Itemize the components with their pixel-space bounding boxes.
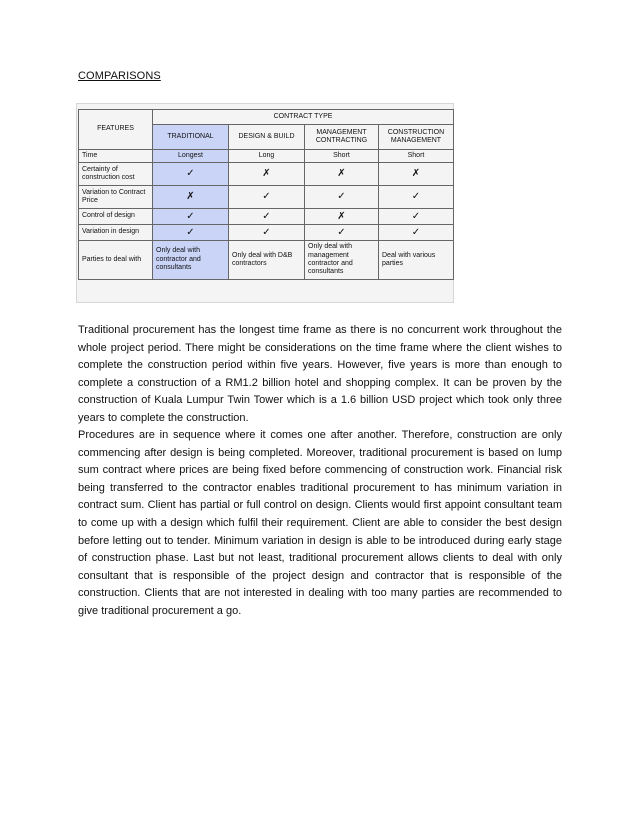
comparison-table-figure [76,103,454,303]
feature-label: Control of design [79,209,153,225]
features-header: FEATURES [79,110,153,150]
table-row [79,225,454,241]
table-cell: Longest [153,150,229,163]
column-header-design-build: DESIGN & BUILD [229,125,305,150]
check-icon: ✓ [153,209,229,225]
body-paragraph: Procedures are in sequence where it comes one after another. Therefore, construction are only commencing after design is being completed. Moreover, traditional procurement is based on lump sum contract where prices are being fixed before commencing of construction work. Financial risk being transferred to the contractor enables traditional procurement to has minimum variation in contract sum. Client has partial or full control on design. Clients would first appoint consultant team to come up with a design which fulfil their requirement. Client are able to consider the best design before letting out to tender. Minimum variation in design is able to be introduced during early stage of construction phase. Last but not least, traditional procurement allows clients to deal with only consultant that is responsible of the project design and contractor that is responsible of the construction. Clients that are not interested in dealing with too many parties are recommended to give traditional procurement a go. [78,429,562,617]
table-row [79,163,454,186]
table-cell: Only deal with management contractor and consultants [305,241,379,280]
table-cell: Short [305,150,379,163]
cross-icon: ✗ [305,209,379,225]
check-icon: ✓ [305,186,379,209]
check-icon: ✓ [305,225,379,241]
feature-label: Variation in design [79,225,153,241]
table-row [79,209,454,225]
table-cell: Short [379,150,454,163]
check-icon: ✓ [229,225,305,241]
check-icon: ✓ [229,209,305,225]
comparison-table [78,109,454,280]
contract-type-header: CONTRACT TYPE [153,110,454,125]
feature-label: Variation to Contract Price [79,186,153,209]
table-cell: Only deal with D&B contractors [229,241,305,280]
cross-icon: ✗ [229,163,305,186]
check-icon: ✓ [379,186,454,209]
check-icon: ✓ [379,209,454,225]
table-cell: Deal with various parties [379,241,454,280]
section-heading: COMPARISONS [78,70,161,82]
feature-label: Parties to deal with [79,241,153,280]
table-cell: Long [229,150,305,163]
table-cell: Only deal with contractor and consultants [153,241,229,280]
table-row [79,186,454,209]
column-header-traditional: TRADITIONAL [153,125,229,150]
body-paragraph: Traditional procurement has the longest time frame as there is no concurrent work throughout the whole project period. There might be considerations on the time frame where the client wishes to complete the construction period within five years. However, five years is more than enough to complete a construction of a RM1.2 billion hotel and shopping complex. It can be proven by the construction of Kuala Lumpur Twin Tower which is a 1.6 billion USD project which took only three years to complete the construction. [78,324,562,424]
check-icon: ✓ [153,225,229,241]
table-row [79,150,454,163]
table-row [79,241,454,280]
feature-label: Time [79,150,153,163]
column-header-construction-management: CONSTRUCTION MANAGEMENT [379,125,454,150]
cross-icon: ✗ [153,186,229,209]
column-header-management-contracting: MANAGEMENT CONTRACTING [305,125,379,150]
check-icon: ✓ [379,225,454,241]
cross-icon: ✗ [379,163,454,186]
cross-icon: ✗ [305,163,379,186]
feature-label: Certainty of construction cost [79,163,153,186]
check-icon: ✓ [153,163,229,186]
check-icon: ✓ [229,186,305,209]
